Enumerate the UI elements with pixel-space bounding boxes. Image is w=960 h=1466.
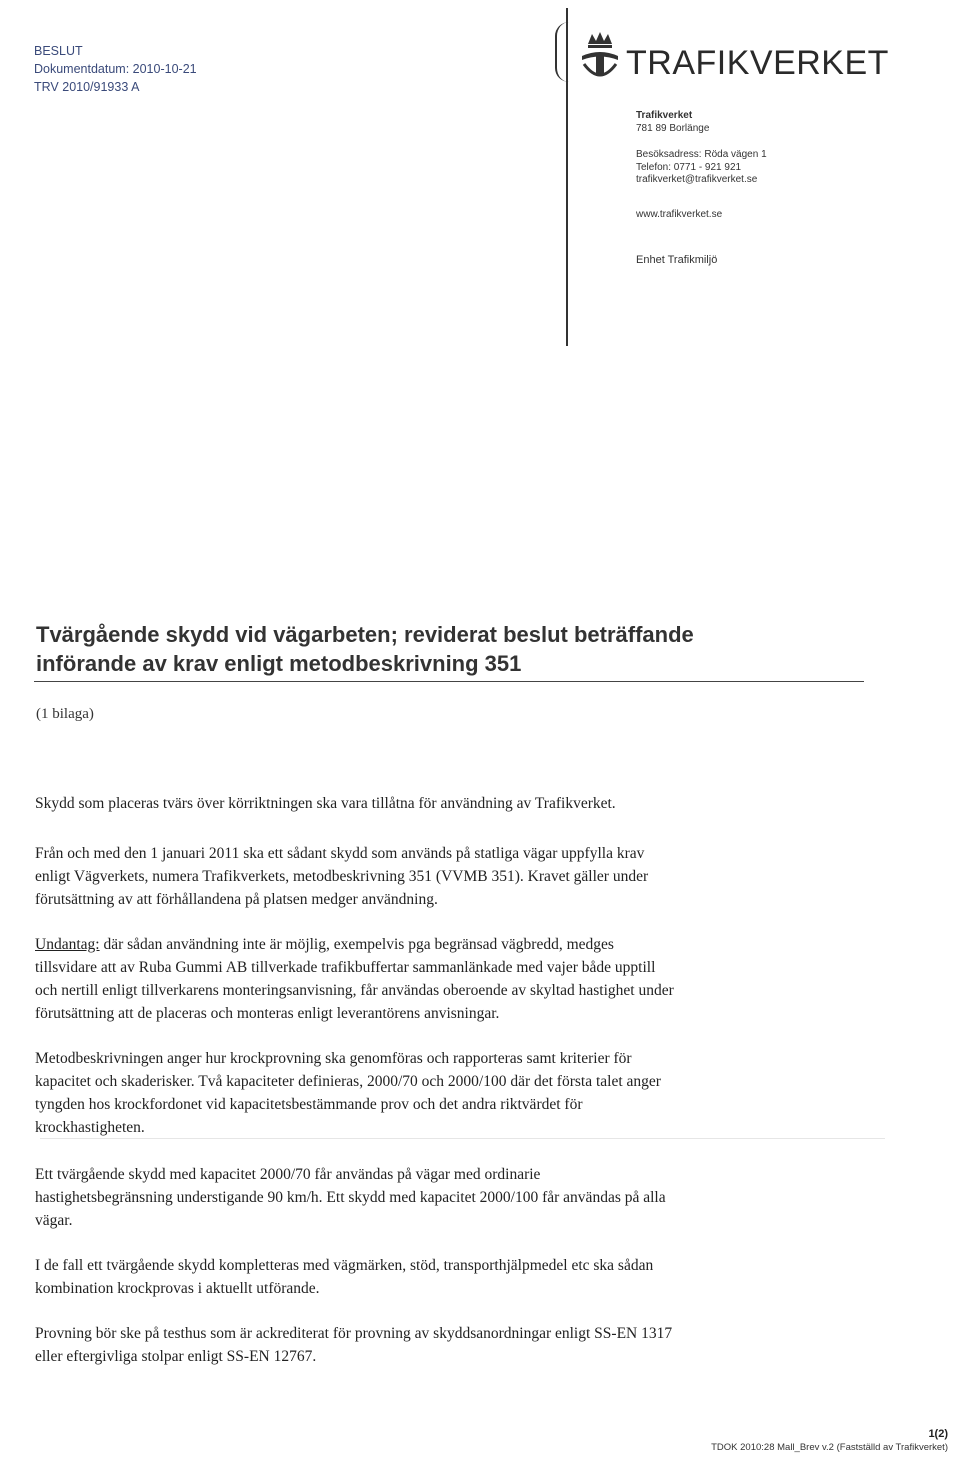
title-line-2: införande av krav enligt metodbeskrivning 351 [36, 651, 522, 676]
paragraph-line: krockhastigheten. [35, 1119, 145, 1136]
scan-artifact-line [40, 1138, 885, 1139]
paragraph-line: tillsvidare att av Ruba Gummi AB tillverkade trafikbuffertar sammanlänkade med vajer både upptill [35, 959, 656, 976]
paragraph-5 [35, 1163, 875, 1232]
letterhead-divider [566, 8, 568, 346]
letterhead-bracket [555, 22, 571, 82]
crown-t-logo-icon [578, 30, 622, 86]
paragraph-6 [35, 1254, 875, 1300]
paragraph-line: Provning bör ske på testhus som är ackrediterat för provning av skyddsanordningar enligt SS-EN 1317 [35, 1325, 673, 1342]
website-link[interactable]: www.trafikverket.se [636, 208, 723, 220]
paragraph-line: Ett tvärgående skydd med kapacitet 2000/70 får användas på vägar med ordinarie [35, 1166, 541, 1183]
attachment-note: (1 bilaga) [36, 706, 94, 722]
paragraph-3 [35, 933, 875, 1025]
org-name: Trafikverket [636, 110, 693, 121]
unit-name: Enhet Trafikmiljö [636, 254, 718, 266]
paragraph-4 [35, 1047, 875, 1139]
paragraph-line: I de fall ett tvärgående skydd kompletteras med vägmärken, stöd, transporthjälpmedel etc ska sådan [35, 1257, 654, 1274]
paragraph-line: kapacitet och skaderisker. Två kapaciteter definieras, 2000/70 och 2000/100 där det första talet anger [35, 1073, 661, 1090]
paragraph-line: tyngden hos krockfordonet vid kapacitetsbestämmande prov och det andra riktvärdet för [35, 1096, 583, 1113]
brand-name: TRAFIKVERKET [626, 44, 889, 82]
phone: Telefon: 0771 - 921 921 [636, 161, 742, 173]
paragraph-line: och nertill enligt tillverkarens monteringsanvisning, får användas oberoende av skyltad hastighet under [35, 982, 674, 999]
page-number: 1(2) [928, 1428, 948, 1440]
title-rule [34, 681, 864, 682]
document-type: BESLUT [34, 44, 83, 58]
paragraph-line: enligt Vägverkets, numera Trafikverkets, metodbeskrivning 351 (VVMB 351). Kravet gäller under [35, 868, 649, 885]
paragraph-line: hastighetsbegränsning understigande 90 km/h. Ett skydd med kapacitet 2000/100 får användas på alla [35, 1189, 666, 1206]
paragraph-line: Skydd som placeras tvärs över körriktningen ska vara tillåtna för användning av Trafikverket. [35, 795, 616, 812]
template-footer: TDOK 2010:28 Mall_Brev v.2 (Fastställd av Trafikverket) [711, 1442, 948, 1453]
paragraph-line: kombination krockprovas i aktuellt utförande. [35, 1280, 320, 1297]
paragraph-1 [35, 792, 875, 815]
title-line-1: Tvärgående skydd vid vägarbeten; reviderat beslut beträffande [36, 622, 694, 647]
paragraph-line [35, 933, 875, 956]
postal-address: 781 89 Borlänge [636, 122, 710, 134]
document-title [36, 620, 866, 678]
exception-text: där sådan användning inte är möjlig, exempelvis pga begränsad vägbredd, medges [99, 936, 614, 953]
paragraph-line: förutsättning av att förhållandena på platsen medger användning. [35, 891, 438, 908]
email-link[interactable]: trafikverket@trafikverket.se [636, 174, 758, 185]
sender-address [636, 110, 767, 267]
visit-address: Besöksadress: Röda vägen 1 [636, 149, 767, 160]
exception-label: Undantag: [35, 936, 100, 953]
paragraph-line: förutsättning att de placeras och monteras enligt leverantörens anvisningar. [35, 1005, 500, 1022]
paragraph-line: Metodbeskrivningen anger hur krockprovning ska genomföras och rapporteras samt kriterier för [35, 1050, 632, 1067]
paragraph-line: vägar. [35, 1212, 73, 1229]
document-date: Dokumentdatum: 2010-10-21 [34, 62, 197, 76]
paragraph-line: eller eftergivliga stolpar enligt SS-EN 12767. [35, 1348, 317, 1365]
paragraph-7 [35, 1322, 875, 1368]
document-reference: TRV 2010/91933 A [34, 80, 140, 94]
paragraph-line: Från och med den 1 januari 2011 ska ett sådant skydd som används på statliga vägar uppfylla krav [35, 845, 645, 862]
paragraph-2 [35, 842, 875, 911]
document-meta [34, 42, 197, 96]
